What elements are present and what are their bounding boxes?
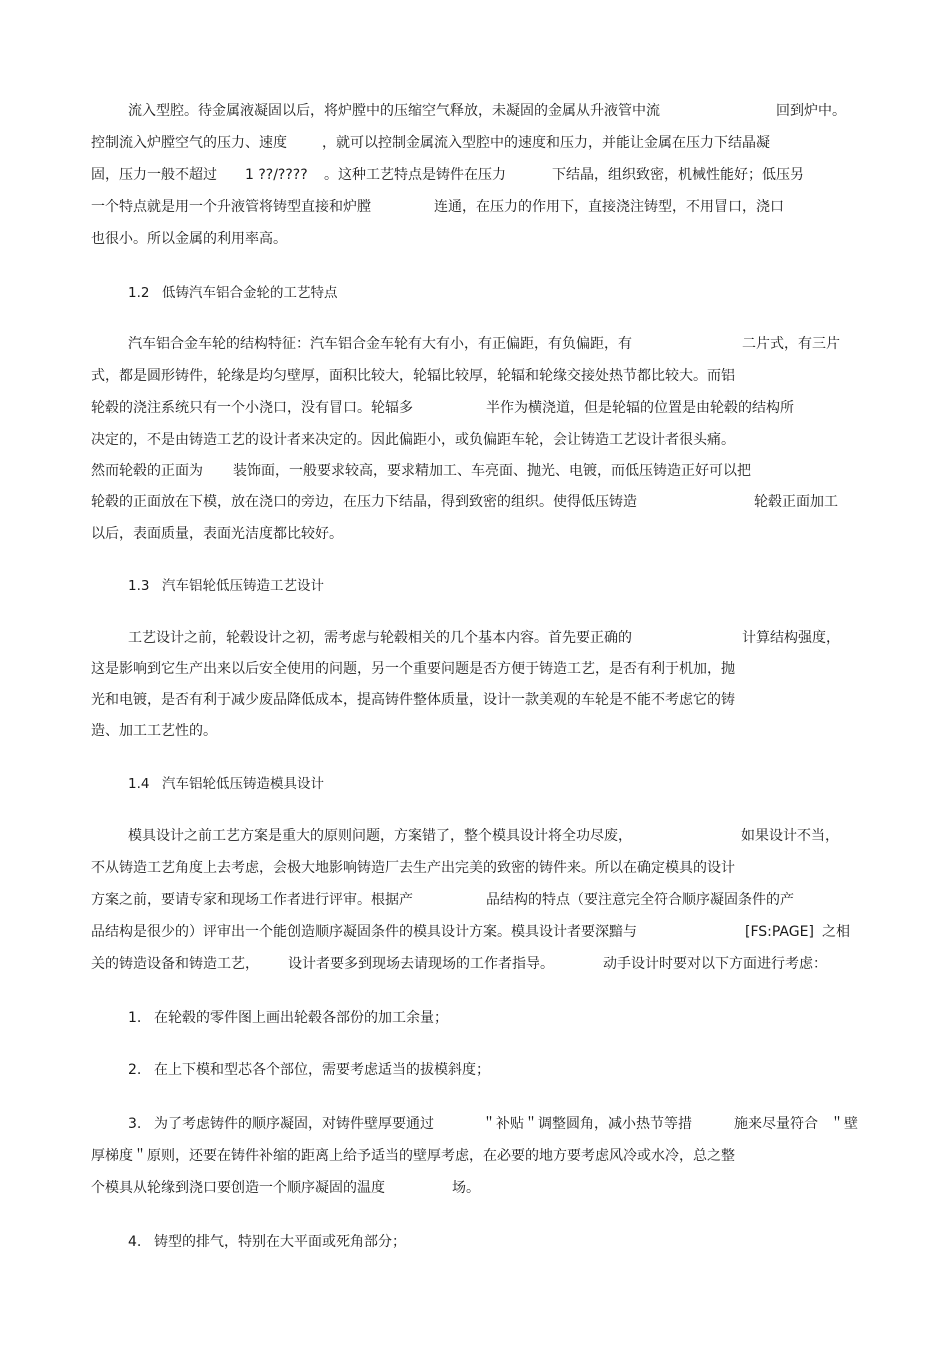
text-segment: 轮毂的浇注系统只有一个小浇口，没有冒口。轮辐多 [91, 400, 413, 416]
text-segment: 这是影响到它生产出来以后安全使用的问题，另一个重要问题是否方便于铸造工艺，是否有利于机加，抛 [91, 661, 735, 677]
list-item-text: 在轮毂的零件图上画出轮毂各部份的加工余量； [154, 1010, 448, 1026]
text-segment: 动手设计时要对以下方面进行考虑： [603, 956, 827, 972]
section-heading: 低铸汽车铝合金轮的工艺特点 [162, 285, 338, 301]
text-segment: 决定的，不是由铸造工艺的设计者来决定的。因此偏距小，或负偏距车轮，会让铸造工艺设计者很头痛。 [91, 432, 735, 448]
text-segment: 造、加工工艺性的。 [91, 723, 217, 739]
text-segment: ，就可以控制金属流入型腔中的速度和压力，并能让金属在压力下结晶凝 [322, 135, 770, 151]
list-item-text: 施来尽量符合 [734, 1116, 818, 1132]
text-segment: 二片式，有三片 [742, 336, 840, 352]
text-segment: 下结晶，组织致密，机械性能好；低压另 [552, 167, 804, 183]
text-segment: 如果设计不当， [741, 828, 839, 844]
list-number: 2. [128, 1062, 142, 1078]
list-number: 4. [128, 1234, 142, 1250]
list-item-text: ＂补贴＂调整圆角，减小热节等措 [482, 1116, 692, 1132]
text-segment: 个模具从轮缘到浇口要创造一个顺序凝固的温度 [91, 1180, 385, 1196]
text-segment: 连通，在压力的作用下，直接浇注铸型，不用冒口，浇口 [434, 199, 784, 215]
text-segment: 光和电镀，是否有利于减少废品降低成本，提高铸件整体质量，设计一款美观的车轮是不能不考虑它的铸 [91, 692, 735, 708]
text-segment: 不从铸造工艺角度上去考虑，会极大地影响铸造厂去生产出完美的致密的铸件来。所以在确定模具的设计 [91, 860, 735, 876]
text-segment: 计算结构强度， [742, 630, 840, 646]
text-segment: 半作为横浇道，但是轮辐的位置是由轮毂的结构所 [486, 400, 794, 416]
list-item-text: 铸型的排气，特别在大平面或死角部分； [154, 1234, 406, 1250]
text-segment: 以后，表面质量，表面光洁度都比较好。 [91, 526, 343, 542]
text-segment: 。这种工艺特点是铸件在压力 [324, 167, 506, 183]
text-segment: 也很小。所以金属的利用率高。 [91, 231, 287, 247]
section-heading: 汽车铝轮低压铸造模具设计 [162, 776, 324, 792]
text-segment: 汽车铝合金车轮的结构特征：汽车铝合金车轮有大有小，有正偏距，有负偏距，有 [128, 336, 632, 352]
list-number: 1. [128, 1010, 142, 1026]
text-segment: [FS:PAGE] [745, 924, 814, 940]
text-segment: 式，都是圆形铸件，轮缘是均匀壁厚，面积比较大，轮辐比较厚，轮辐和轮缘交接处热节都比较大。而铝 [91, 368, 735, 384]
text-segment: 回到炉中。 [776, 103, 846, 119]
list-item-text: 为了考虑铸件的顺序凝固，对铸件壁厚要通过 [154, 1116, 434, 1132]
text-segment: 厚梯度＂原则，还要在铸件补缩的距离上给予适当的壁厚考虑，在必要的地方要考虑风冷或水冷，总之整 [91, 1148, 735, 1164]
text-segment: 固，压力一般不超过 [91, 167, 217, 183]
text-segment: 流入型腔。待金属液凝固以后，将炉膛中的压缩空气释放，未凝固的金属从升液管中流 [128, 103, 660, 119]
text-segment: 1 ??/???? [245, 167, 308, 183]
text-segment: 轮毂的正面放在下模，放在浇口的旁边，在压力下结晶，得到致密的组织。使得低压铸造 [91, 494, 637, 510]
text-segment: 装饰面，一般要求较高，要求精加工、车亮面、抛光、电镀，而低压铸造正好可以把 [233, 463, 751, 479]
text-segment: 方案之前，要请专家和现场工作者进行评审。根据产 [91, 892, 413, 908]
text-segment: 工艺设计之前，轮毂设计之初，需考虑与轮毂相关的几个基本内容。首先要正确的 [128, 630, 632, 646]
text-segment: 一个特点就是用一个升液管将铸型直接和炉膛 [91, 199, 371, 215]
section-number: 1.2 [128, 285, 150, 301]
section-number: 1.3 [128, 578, 150, 594]
list-number: 3. [128, 1116, 142, 1132]
text-segment: 场。 [452, 1180, 480, 1196]
text-segment: 之相 [822, 924, 850, 940]
text-segment: 品结构是很少的）评审出一个能创造顺序凝固条件的模具设计方案。模具设计者要深黯与 [91, 924, 637, 940]
text-segment: 模具设计之前工艺方案是重大的原则问题，方案错了，整个模具设计将全功尽废， [128, 828, 632, 844]
list-item-text: 在上下模和型芯各个部位，需要考虑适当的拔模斜度； [154, 1062, 490, 1078]
text-segment: 设计者要多到现场去请现场的工作者指导。 [288, 956, 554, 972]
text-segment: 轮毂正面加工 [754, 494, 838, 510]
text-segment: 然而轮毂的正面为 [91, 463, 203, 479]
section-heading: 汽车铝轮低压铸造工艺设计 [162, 578, 324, 594]
section-number: 1.4 [128, 776, 150, 792]
text-segment: 控制流入炉膛空气的压力、速度 [91, 135, 287, 151]
text-segment: 关的铸造设备和铸造工艺， [91, 956, 259, 972]
list-item-text: ＂壁 [830, 1116, 858, 1132]
text-segment: 品结构的特点（要注意完全符合顺序凝固条件的产 [486, 892, 794, 908]
